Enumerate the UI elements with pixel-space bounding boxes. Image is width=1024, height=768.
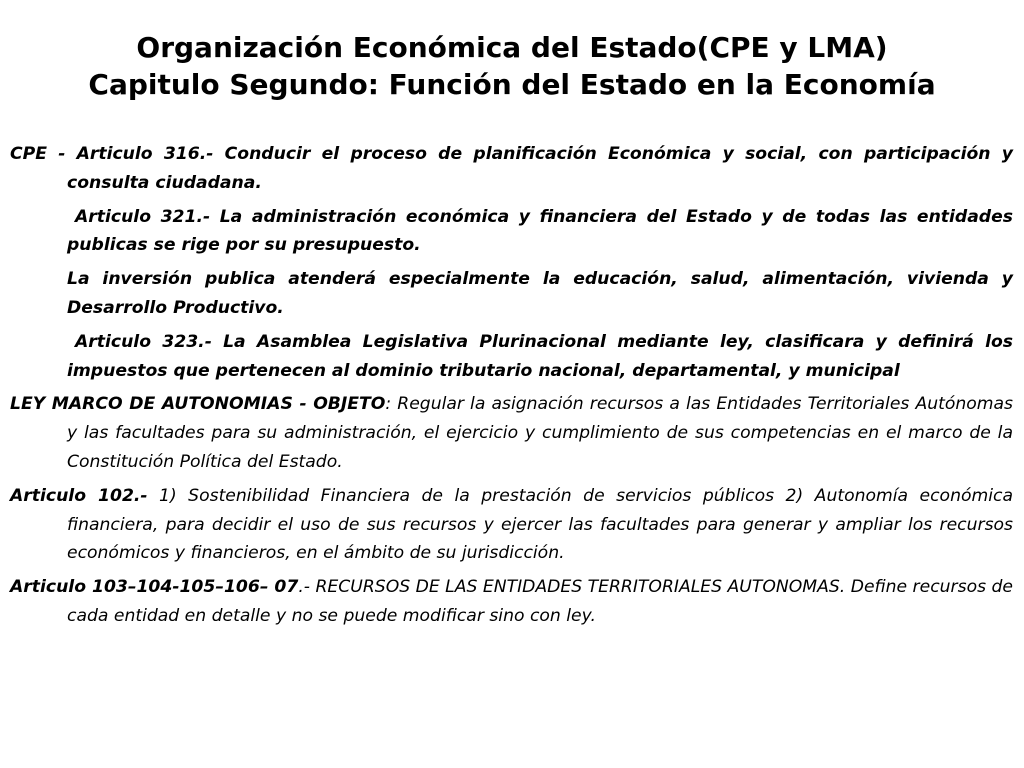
title-line-2: Capitulo Segundo: Función del Estado en la Economía: [88, 68, 936, 101]
articulo-103-label: Articulo 103–104-105–106– 07: [10, 577, 299, 598]
paragraph-articulo-102: [10, 482, 1013, 568]
articulo-102-text: 1) Sostenibilidad Financiera de la prestación de servicios públicos 2) Autonomía económica financiera, para decidir el uso de sus recursos y ejercer las facultades para generar y ampliar los recursos económicos y financieros, en el ámbito de su jurisdicción.: [67, 485, 1013, 564]
paragraph-articulo-103-107: [10, 573, 1013, 631]
paragraph-articulo-323: Articulo 323.- La Asamblea Legislativa Plurinacional mediante ley, clasificara y definirá los impuestos que pertenecen al dominio tributario nacional, departamental, y municipal: [67, 331, 1013, 381]
paragraph-articulo-321: Articulo 321.- La administración económica y financiera del Estado y de todas las entidades publicas se rige por su presupuesto.: [67, 206, 1013, 256]
articulo-102-label: Articulo 102.-: [10, 485, 148, 506]
paragraph-ley-marco: [10, 390, 1013, 476]
articulo-103-text: .- RECURSOS DE LAS ENTIDADES TERRITORIALES AUTONOMAS. Define recursos de cada entidad en detalle y no se puede modificar sino con ley.: [67, 577, 1013, 626]
slide-title: [10, 29, 1014, 103]
paragraph-cpe-316: CPE - Articulo 316.- Conducir el proceso de planificación Económica y social, con participación y consulta ciudadana.: [10, 144, 1013, 193]
title-line-1: Organización Económica del Estado(CPE y LMA): [136, 31, 888, 64]
ley-marco-label: LEY MARCO DE AUTONOMIAS - OBJETO: [10, 394, 386, 415]
slide-body: [10, 140, 1013, 636]
paragraph-inversion-publica: La inversión publica atenderá especialmente la educación, salud, alimentación, vivienda y Desarrollo Productivo.: [67, 269, 1013, 318]
ley-marco-text: : Regular la asignación recursos a las Entidades Territoriales Autónomas y las facultades para su administración, el ejercicio y cumplimiento de sus competencias en el marco de la Constitución Política del Estado.: [67, 394, 1013, 472]
